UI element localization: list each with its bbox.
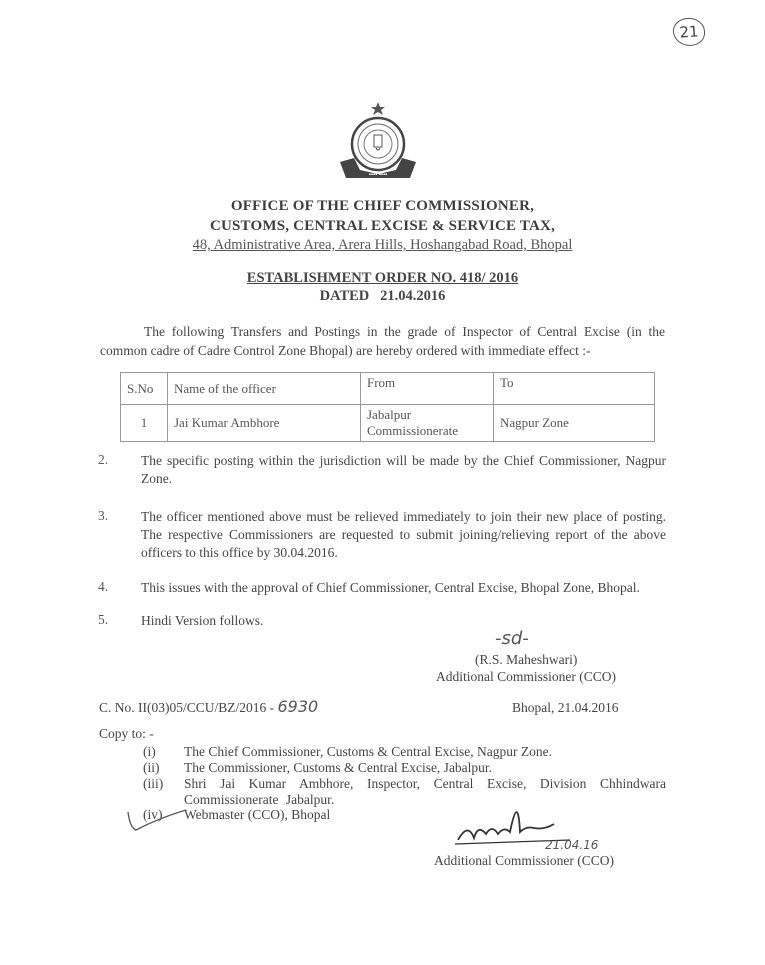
header-to: To — [494, 373, 655, 405]
sd-mark: -sd- — [495, 628, 529, 649]
copy-item-2-text: The Commissioner, Customs & Central Excise, Jabalpur. — [184, 760, 493, 775]
point-3-number: 3. — [98, 508, 109, 523]
table-row — [121, 405, 655, 442]
transfer-table — [120, 372, 655, 442]
cell-sno: 1 — [121, 405, 168, 442]
file-number-text: C. No. II(03)05/CCU/BZ/2016 - — [99, 700, 275, 715]
header-sno: S.No — [121, 373, 168, 405]
copy-item-3-number: (iii) — [143, 776, 164, 791]
point-5-number: 5. — [98, 612, 109, 627]
header-name: Name of the officer — [168, 373, 361, 405]
cell-to: Nagpur Zone — [494, 405, 655, 442]
office-address-text: 48, Administrative Area, Arera Hills, Hoshangabad Road, Bhopal — [192, 237, 573, 253]
file-number — [99, 697, 318, 716]
page-number: 21 — [672, 17, 706, 47]
order-date — [0, 288, 765, 305]
copy-item-2-number: (ii) — [143, 760, 160, 775]
office-address — [0, 237, 765, 254]
order-number: ESTABLISHMENT ORDER NO. 418/ 2016 — [246, 270, 519, 286]
copy-item-1-text: The Chief Commissioner, Customs & Central Excise, Nagpur Zone. — [184, 744, 553, 759]
copy-item-4-number: (iv) — [143, 807, 163, 822]
point-2-text: The specific posting within the jurisdiction will be made by the Chief Commissioner, Nagpur Zone. — [141, 453, 666, 486]
point-3-text: The officer mentioned above must be relieved immediately to join their new place of posting. The respective Commissioners are requested to submit joining/relieving report of the above officers to this office by 30.04.2016. — [141, 509, 666, 560]
file-number-handwritten: 6930 — [277, 697, 319, 716]
signatory-name: (R.S. Maheshwari) — [475, 652, 578, 667]
header-from: From — [361, 373, 494, 405]
copy-item-3-text: Shri Jai Kumar Ambhore, Inspector, Central Excise, Division Chhindwara Commissionerate Jabalpur. — [184, 776, 666, 807]
copy-item-1-number: (i) — [143, 744, 156, 759]
point-5-text: Hindi Version follows. — [141, 613, 264, 628]
copy-item-4-text: Webmaster (CCO), Bhopal — [184, 807, 331, 822]
cell-from: Jabalpur Commissionerate — [361, 405, 494, 442]
point-4-number: 4. — [98, 579, 109, 594]
dated-label: DATED — [319, 288, 370, 304]
copy-to-label: Copy to: - — [99, 726, 154, 741]
cell-name: Jai Kumar Ambhore — [168, 405, 361, 442]
table-header-row — [121, 373, 655, 405]
star-icon — [371, 102, 385, 115]
signatory-designation: Additional Commissioner (CCO) — [436, 669, 616, 684]
point-4-text: This issues with the approval of Chief Commissioner, Central Excise, Bhopal Zone, Bhopal. — [141, 580, 640, 595]
intro-paragraph: The following Transfers and Postings in the grade of Inspector of Central Excise (in the common cadre of Cadre Control Zone Bhopal) are hereby ordered with immediate effect :- — [100, 324, 665, 358]
office-title-line1: OFFICE OF THE CHIEF COMMISSIONER, — [230, 198, 535, 214]
handwritten-date: 21.04.16 — [545, 838, 599, 852]
checkmark-icon — [124, 806, 194, 836]
dated-value: 21.04.2016 — [380, 288, 446, 304]
point-2-number: 2. — [98, 452, 109, 467]
footer-designation: Additional Commissioner (CCO) — [434, 853, 614, 868]
order-title — [0, 270, 765, 287]
customs-emblem-logo — [330, 100, 426, 185]
place-date: Bhopal, 21.04.2016 — [512, 700, 619, 715]
svg-text:▪▪▪▪ ▪▪▪▪: ▪▪▪▪ ▪▪▪▪ — [368, 172, 388, 178]
office-title-line2: CUSTOMS, CENTRAL EXCISE & SERVICE TAX, — [209, 218, 556, 234]
